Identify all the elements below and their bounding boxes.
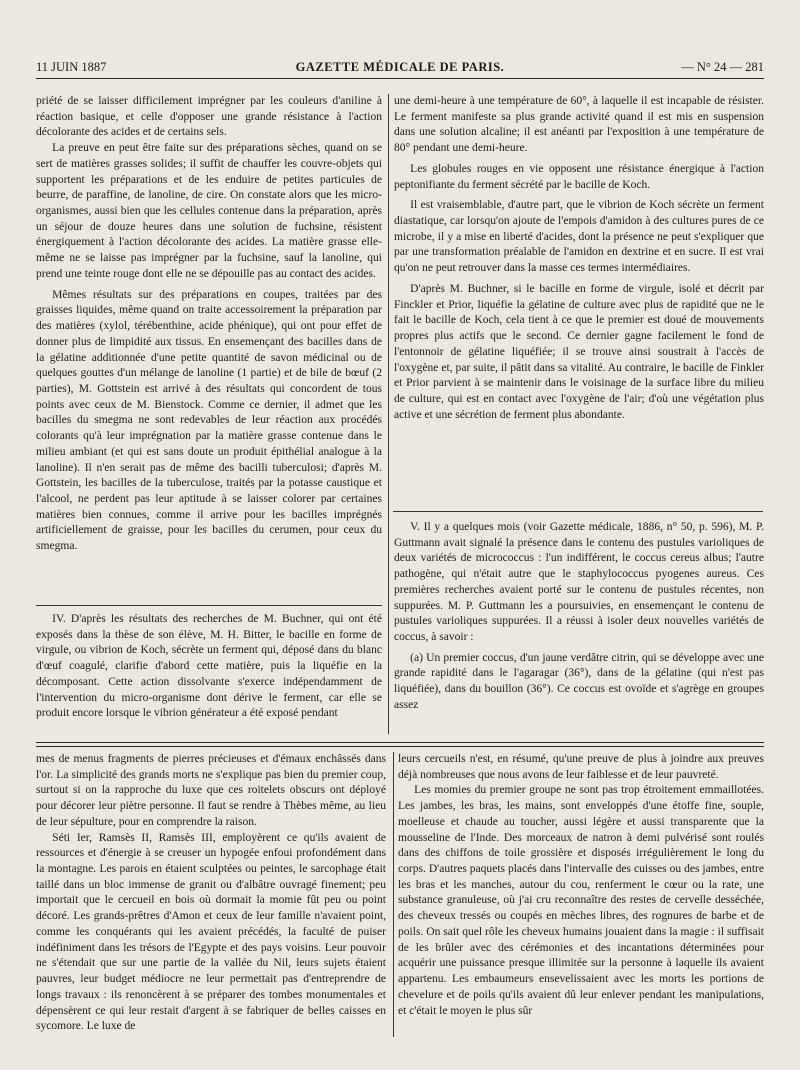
feuilleton-left-column [36, 752, 386, 1040]
paragraph: mes de menus fragments de pierres précieuses et d'émaux enchâssés dans l'or. La simplicité des grands morts ne s'explique pas bien du premier coup, surtout si on la rapproche du luxe que ces roitelets obscurs ont déployé pour décorer leur piètre personne. Il faut se rendre à Thèbes même, au lieu de leur sépulture, pour en comprendre la raison. [36, 753, 386, 828]
paragraph: leurs cercueils n'est, en résumé, qu'une preuve de plus à joindre aux preuves déjà nombreuses que nous avons de leur faiblesse et de leur pauvreté. [398, 753, 764, 781]
section-divider [36, 605, 382, 606]
section-iv-paragraph: IV. D'après les résultats des recherches de M. Buchner, qui ont été exposés dans la thèse de son élève, M. H. Bitter, le bacille en forme de virgule, ou vibrion de Koch, sécrète un ferment qui, déposé dans du blanc d'œuf coagulé, clarifie d'abord cette matière, puis la liquéfie en la décomposant. Cette action dissolvante s'exerce indépendamment de l'intervention du micro-organisme dont dérive le ferment, car elle se produit encore lorsque le vibrion générateur a été exposé pendant [36, 613, 382, 720]
paragraph: D'après M. Buchner, si le bacille en forme de virgule, isolé et décrit par Finckler et Prior, liquéfie la gélatine de culture avec plus de rapidité que ne le fait le bacille de Koch, cela tient à ce que le premier est doué de mouvements propres plus actifs que le second. Ce dernier gagne facilement le fond de l'entonnoir de gélatine liquéfiée; il se trouve ainsi soustrait à l'accès de l'oxygène et, par suite, il pâtit dans sa vitalité. Au contraire, le bacille de Finkler et Prior parvient à se maintenir dans le voisinage de la surface libre du milieu de culture, qui est en contact avec l'oxygène de l'air; d'où une végétation plus active et une sécrétion de ferment plus abondante. [394, 282, 764, 421]
feuilleton-right-column [398, 752, 764, 1040]
header-rule [36, 78, 764, 79]
paragraph: Séti Ier, Ramsès II, Ramsès III, employèrent ce qu'ils avaient de ressources et d'énergie à se creuser un hypogée enfoui profondément dans la montagne. Les parois en étaient sculptées ou peintes, le sarcophage était taillé dans un bloc immense de granit ou d'albâtre ouvragé finement; peu importait que le cercueil en bois où dormait la momie fût peu ou point décoré. Les grands-prêtres d'Amon et ceux de leur famille n'avaient point, comme les conquérants qui les avaient précédés, la faculté de puiser indéfiniment dans les trésors de l'Egypte et des pays voisins. Leur pouvoir ne s'étendait que sur une partie de la vallée du Nil, leurs sujets étaient pauvres, leur budget médiocre ne leur permettait pas d'entreprendre de longs travaux : ils renoncèrent à se préparer des tombes monumentales et dépensèrent ce qui leur restait d'argent à se fabriquer de belles caisses en sycomore. Le luxe de [36, 831, 386, 1033]
journal-title: GAZETTE MÉDICALE DE PARIS. [295, 60, 505, 74]
paragraph: une demi-heure à une température de 60°, à laquelle il est incapable de résister. Le ferment manifeste sa plus grande activité quand il est mis en suspension dans une solution alcaline; il est anéanti par l'exposition à une température de 80° pendant une demi-heure. [394, 95, 764, 155]
right-column-top [394, 94, 764, 506]
paragraph: priété de se laisser difficilement imprégner par les couleurs d'aniline à réaction basique, et celle d'opposer une grande résistance à l'action décolorante des acides et de certains sels. [36, 95, 382, 139]
section-v-paragraph: V. Il y a quelques mois (voir Gazette médicale, 1886, n° 50, p. 596), M. P. Guttmann avait signalé la présence dans le contenu des pustules varioliques de deux variétés de micrococcus : l'un indifférent, le coccus cereus albus; l'autre pathogène, qui n'était autre que le staphylococcus pyogenes aureus. Ces premières recherches avaient porté sur le contenu de pustules récentes, non suppurées. M. P. Guttmann les a poursuivies, en ensemençant le contenu de pustules varioliques suppurées. Il a réussi à isoler deux nouvelles variétés de coccus, à savoir : [394, 521, 764, 644]
paragraph: La preuve en peut être faite sur des préparations sèches, quand on se sert de matières grasses solides; il suffit de chauffer les couvre-objets qui supportent les préparations et de les enduire de petites particules de beurre, de paraffine, de lanoline, de cire. On constate alors que les micro-organismes, aussi bien que les cellules contenue dans la préparation, après un séjour de douze heures dans une solution de fuchsine, résistent énergiquement à l'action décolorante des acides. La matière grasse elle-même ne se laisse pas imprégner par la fuchsine, sauf la lanoline, qui prend une teinte rouge dont elle ne se dépouille pas au contact des acides. [36, 142, 382, 280]
page-number-value: 281 [745, 60, 764, 74]
paragraph: Il est vraisemblable, d'autre part, que le vibrion de Koch sécrète un ferment diastatique, car lorsqu'on ajoute de l'empois d'amidon à des cultures pures de ce microbe, il y a mise en liberté d'acides, dont la présence ne peut s'expliquer que par une transformation préalable de l'amidon en dextrine et en sucre. Il est vrai qu'on ne peut retrouver dans la masse ces termes intermédiaires. [394, 199, 764, 275]
right-column-section-v [394, 520, 764, 740]
column-rule [388, 94, 389, 734]
paragraph: Les globules rouges en vie opposent une résistance énergique à l'action peptonifiante du ferment sécrété par le bacille de Koch. [394, 162, 764, 191]
issue-date: 11 JUIN 1887 [36, 60, 107, 74]
paragraph: Mêmes résultats sur des préparations en coupes, traitées par des graisses liquides, même quand on traite accessoirement la préparation par des matières (xylol, térébenthine, acide phénique), qui ont pour effet de donner plus de limpidité aux tissus. En ensemençant des bacilles dans de la gélatine additionnée d'une petite quantité de savon médicinal ou de quelques gouttes d'un mélange de lanoline (1 partie) et de bile de bœuf (2 parties), M. Gottstein est arrivé à des résultats qui concordent de tous points avec ceux de M. Bienstock. Comme ce dernier, il admet que les bacilles du smegma ne sont redevables de leur réaction aux procédés colorants qu'à leur imprégnation par la matière grasse contenue dans le milieu ambiant (et qui est sans doute un produit épithélial analogue à la lanoline). Il n'en serait pas de même des bacilli tuberculosi; d'après M. Gottstein, les bacilles de la tuberculose, traités par la potasse caustique et l'alcool, ne perdent pas leur aptitude à se laisser colorer par certaines matières bien connues, comme il arrive pour les bacilles imprégnés artificiellement de graisse, pour les bacilles du cerumen, pour ceux du smegma. [36, 288, 382, 553]
page-number [681, 60, 764, 75]
column-rule [393, 752, 394, 1037]
left-column-section-iv [36, 612, 382, 740]
paragraph: (a) Un premier coccus, d'un jaune verdâtre citrin, qui se développe avec une grande rapidité dans le l'agaragar (36°), dans de la gélatine (qui n'est pas liquéfiée), dans du bouillon (36°). Ce coccus est ovoïde et s'agrège en groupes assez [394, 651, 764, 711]
section-divider [393, 511, 763, 512]
issue-number: — N° 24 — [681, 60, 743, 74]
left-column-top [36, 94, 382, 600]
paragraph: Les momies du premier groupe ne sont pas trop étroitement emmaillotées. Les jambes, les bras, les mains, sont enveloppés d'une étoffe fine, souple, moelleuse et chaude au toucher, aussi légère et aussi transparente que la mousseline de l'Inde. Des morceaux de natron à demi pulvérisé sont roulés dans des chiffons de toile grossière et disposés irrégulièrement le long du corps. D'autres paquets placés dans l'intervalle des cuisses ou des jambes, entre les bras et les manches, autour du cou, renferment le cœur ou la rate, une substance granuleuse, où j'ai cru reconnaître des restes de cervelle desséchée, des cheveux tressés ou coupés en mèches libres, des rognures de barbe et de poils. On sait quel rôle les cheveux humains jouaient dans la magie : il suffisait de les brûler avec des cérémonies et des incantations déterminées pour acquérir une puissance presque illimitée sur la personne à laquelle ils avaient appartenu. Les embaumeurs ensevelissaient avec les morts les portions de chevelure et de poils qu'ils avaient dû leur enlever pendant les manipulations, et c'était le moyen le plus sûr [398, 784, 764, 1017]
feuilleton-rule [36, 742, 764, 747]
running-header [36, 60, 764, 80]
